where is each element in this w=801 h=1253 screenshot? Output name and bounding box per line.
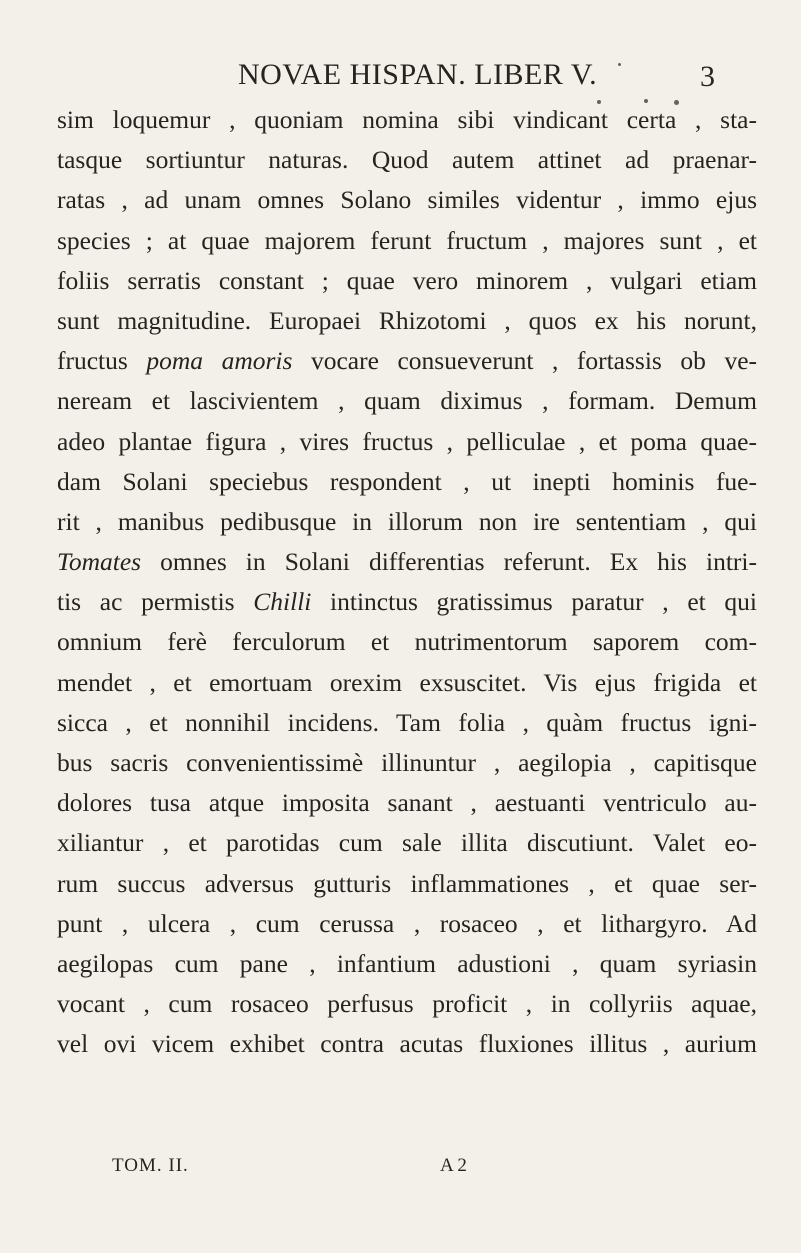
text-segment: sicca , et nonnihil incidens. Tam folia , quàm fructus igni-: [57, 707, 757, 737]
text-line: [57, 663, 757, 703]
text-segment: vel ovi vicem exhibet contra acutas fluxiones illitus , aurium: [57, 1029, 757, 1059]
text-line: [57, 100, 757, 140]
text-segment: rum succus adversus gutturis inflammationes , et quae ser-: [57, 868, 757, 898]
text-segment: sim loquemur , quoniam nomina sibi vindicant certa , sta-: [57, 105, 757, 134]
body-text: [57, 100, 757, 1065]
text-segment: species ; at quae majorem ferunt fructum , majores sunt , et: [57, 225, 757, 255]
running-head: [0, 58, 801, 98]
text-segment: dam Solani speciebus respondent , ut inepti hominis fue-: [57, 466, 757, 496]
text-line: [57, 864, 757, 904]
text-line: [57, 783, 757, 823]
text-line: [57, 703, 757, 743]
text-line: [57, 502, 757, 542]
volume-mark: TOM. II.: [112, 1155, 189, 1176]
text-line: [57, 140, 757, 180]
text-line: [57, 341, 757, 381]
text-segment: fructus: [57, 346, 147, 376]
text-line: [57, 301, 757, 341]
page-number: 3: [700, 60, 715, 93]
text-line: [57, 743, 757, 783]
italic-segment: Chilli: [253, 587, 312, 617]
signature-mark: A 2: [440, 1155, 467, 1176]
text-segment: vocant , cum rosaceo perfusus proficit , in collyriis aquae,: [57, 989, 757, 1019]
running-title: NOVAE HISPAN. LIBER V.: [238, 58, 598, 91]
page-footer: [0, 1155, 801, 1185]
text-segment: intinctus gratissimus paratur , et qui: [311, 587, 757, 617]
text-line: [57, 622, 757, 662]
text-line: [57, 1024, 757, 1064]
text-segment: mendet , et emortuam orexim exsuscitet. Vis ejus frigida et: [57, 667, 757, 697]
text-line: [57, 180, 757, 220]
text-segment: neream et lascivientem , quam diximus , formam. Demum: [57, 386, 757, 416]
text-segment: dolores tusa atque imposita sanant , aestuanti ventriculo au-: [57, 788, 757, 818]
text-segment: vocare consueverunt , fortassis ob ve-: [292, 346, 758, 376]
text-segment: bus sacris convenientissimè illinuntur , aegilopia , capitisque: [57, 748, 757, 777]
text-segment: adeo plantae figura , vires fructus , pelliculae , et poma quae-: [57, 426, 757, 456]
text-segment: foliis serratis constant ; quae vero minorem , vulgari etiam: [57, 265, 757, 295]
ink-speck: [618, 63, 621, 66]
text-segment: tasque sortiuntur naturas. Quod autem attinet ad praenar-: [57, 145, 757, 175]
italic-segment: Tomates: [57, 547, 142, 577]
text-segment: rit , manibus pedibusque in illorum non ire sententiam , qui: [57, 506, 757, 536]
text-line: [57, 904, 757, 944]
text-segment: omnes in Solani differentias referunt. Ex his intri-: [141, 547, 757, 577]
text-line: [57, 261, 757, 301]
text-line: [57, 984, 757, 1024]
text-segment: punt , ulcera , cum cerussa , rosaceo , et lithargyro. Ad: [57, 908, 757, 938]
text-segment: tis ac permistis: [57, 587, 254, 617]
text-line: [57, 381, 757, 421]
text-segment: xiliantur , et parotidas cum sale illita discutiunt. Valet eo-: [57, 828, 757, 858]
text-line: [57, 422, 757, 462]
text-line: [57, 823, 757, 863]
text-segment: ratas , ad unam omnes Solano similes videntur , immo ejus: [57, 185, 757, 215]
text-line: [57, 582, 757, 622]
text-segment: omnium ferè ferculorum et nutrimentorum saporem com-: [57, 627, 757, 657]
italic-segment: poma amoris: [146, 346, 293, 376]
text-line: [57, 944, 757, 984]
text-segment: sunt magnitudine. Europaei Rhizotomi , quos ex his norunt,: [57, 305, 757, 335]
text-line: [57, 462, 757, 502]
text-segment: aegilopas cum pane , infantium adustioni , quam syriasin: [57, 948, 757, 978]
text-line: [57, 221, 757, 261]
text-line: [57, 542, 757, 582]
